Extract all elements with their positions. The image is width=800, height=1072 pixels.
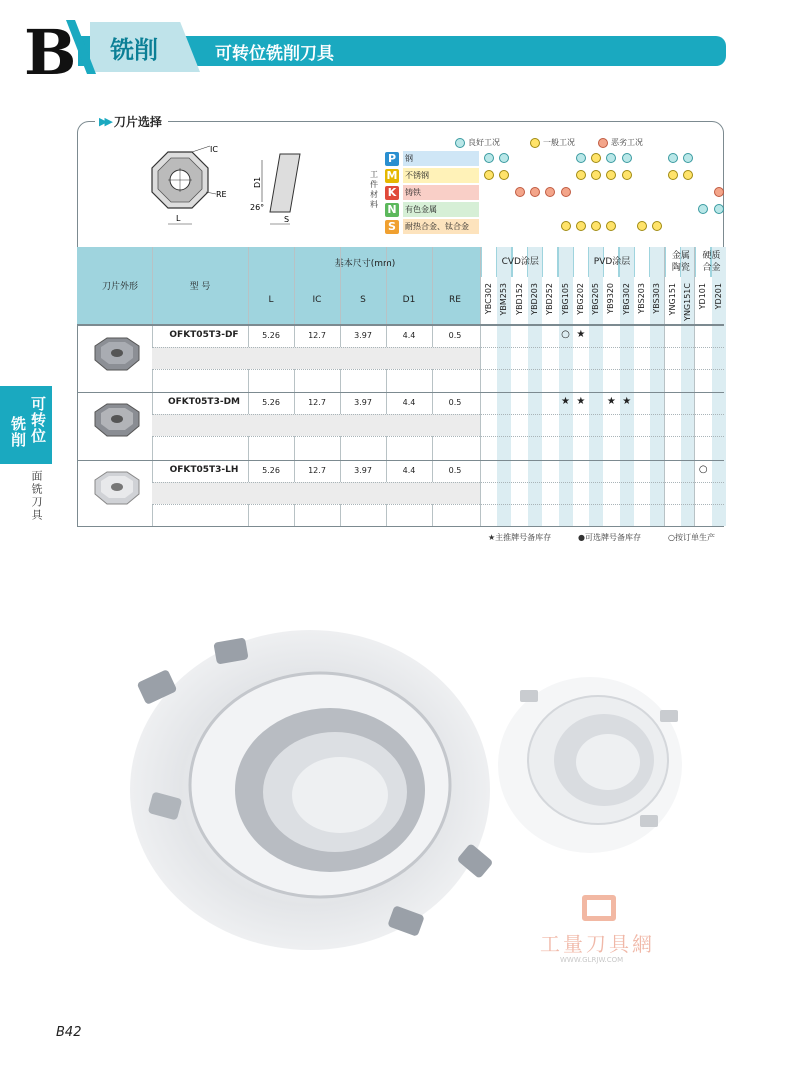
- bad-face-icon: [714, 187, 724, 197]
- grid-line: [694, 247, 695, 527]
- page-title: 可转位铣削刀具: [215, 44, 334, 64]
- section-label-text: 刀片选择: [113, 115, 162, 129]
- grade-label: YB9320: [606, 283, 616, 314]
- insert-image-dm: [85, 398, 145, 443]
- sub-row-line: [152, 504, 724, 505]
- dim-cell-re: 0.5: [448, 331, 462, 340]
- normal-face-icon: [484, 170, 494, 180]
- row-separator: [77, 392, 724, 393]
- material-name: 不锈钢: [403, 168, 479, 183]
- workpiece-row-n: [385, 201, 479, 218]
- legend-bad: [598, 137, 643, 148]
- grade-label: YD201: [713, 283, 723, 310]
- good-face-icon: [714, 204, 724, 214]
- legend-normal-text: 一般工况: [543, 138, 575, 147]
- dim-cell-l: 5.26: [262, 331, 280, 340]
- normal-face-icon: [576, 221, 586, 231]
- grade-label: YBG302: [621, 283, 631, 315]
- dim-cell-l: 5.26: [262, 466, 280, 475]
- material-badge-k: K: [385, 186, 399, 200]
- normal-face-icon: [561, 221, 571, 231]
- grade-label: YBD203: [529, 283, 539, 315]
- dim-cell-d1: 4.4: [402, 331, 416, 340]
- workpiece-row-k: [385, 184, 479, 201]
- dim-cell-ic: 12.7: [308, 466, 326, 475]
- workpiece-material-label: 工件材料: [370, 170, 378, 209]
- grade-column: [650, 247, 664, 526]
- model-cell: OFKT05T3-DM: [168, 397, 240, 407]
- legend-good-text: 良好工况: [468, 138, 500, 147]
- good-face-icon: [455, 138, 465, 148]
- material-name: 钢: [403, 151, 479, 166]
- grade-label: YNG151: [667, 283, 677, 316]
- grade-label: YBM253: [499, 283, 509, 316]
- star-mark: ★: [561, 396, 570, 407]
- col-ic: IC: [312, 295, 322, 305]
- sub-row-line: [152, 414, 724, 415]
- watermark-url: WWW.GLRJW.COM: [560, 956, 624, 964]
- dim-cell-s: 3.97: [354, 466, 372, 475]
- dim-cell-re: 0.5: [448, 398, 462, 407]
- d1-label: D1: [253, 176, 262, 188]
- dim-cell-s: 3.97: [354, 398, 372, 407]
- row-separator: [77, 460, 724, 461]
- material-badge-m: M: [386, 169, 398, 182]
- header-bottom: [77, 324, 724, 325]
- insert-image-lh: [85, 466, 145, 511]
- insert-side-view: [270, 154, 300, 212]
- grade-group-0: CVD涂层: [501, 257, 539, 267]
- grade-column: [589, 247, 603, 526]
- dim-cell-d1: 4.4: [402, 466, 416, 475]
- s-label: S: [284, 215, 290, 224]
- grade-column: [712, 247, 726, 526]
- grade-column: [666, 247, 680, 526]
- material-name: 耐热合金、钛合金: [403, 219, 479, 234]
- grade-label: YBD152: [514, 283, 524, 315]
- grade-label: YBS303: [652, 283, 662, 314]
- grid-line: [664, 247, 665, 527]
- grade-column: [559, 247, 573, 526]
- model-cell: OFKT05T3-DF: [169, 330, 239, 340]
- grade-column: [482, 247, 496, 526]
- dim-cell-s: 3.97: [354, 331, 372, 340]
- model-cell: OFKT05T3-LH: [169, 465, 239, 475]
- double-arrow-icon: ▶▶: [99, 115, 110, 128]
- normal-face-icon: [668, 170, 678, 180]
- table-bottom: [77, 526, 724, 527]
- good-face-icon: [668, 153, 678, 163]
- dim-cell-ic: 12.7: [308, 398, 326, 407]
- chapter-title: 铣削: [110, 36, 158, 64]
- dim-cell-d1: 4.4: [402, 398, 416, 407]
- grade-column: [696, 247, 710, 526]
- bad-face-icon: [530, 187, 540, 197]
- col-d1: D1: [402, 295, 416, 305]
- dim-cell-re: 0.5: [448, 466, 462, 475]
- ic-leader: [192, 146, 210, 152]
- grade-group-2: 金属 陶瓷: [671, 251, 690, 273]
- grade-label: YBG105: [560, 283, 570, 315]
- good-face-icon: [576, 153, 586, 163]
- grade-column: [574, 247, 588, 526]
- small-cutter-center: [576, 734, 640, 790]
- material-badge-n: N: [385, 203, 399, 217]
- normal-face-icon: [576, 170, 586, 180]
- grade-label: YBS203: [637, 283, 646, 314]
- grade-column: [620, 247, 634, 526]
- dim-cell-l: 5.26: [262, 398, 280, 407]
- side-tab-label-1: 铣削: [9, 416, 27, 448]
- grade-column: [513, 247, 527, 526]
- re-label: RE: [216, 190, 227, 199]
- small-cutter-insert-3: [640, 815, 658, 827]
- grade-label: YNG151C: [682, 283, 692, 321]
- grid-line: [480, 247, 481, 527]
- col-basic: 基本尺寸(mm): [334, 259, 396, 269]
- circle-mark: ○: [698, 464, 708, 475]
- star-mark: ★: [622, 396, 632, 407]
- workpiece-row-s: [385, 218, 479, 235]
- watermark-text: 工量刀具網: [540, 932, 655, 956]
- section-label: [95, 113, 168, 130]
- col-model: 型 号: [189, 282, 211, 292]
- bad-face-icon: [598, 138, 608, 148]
- sub-row-line: [152, 369, 724, 370]
- normal-face-icon: [637, 221, 647, 231]
- workpiece-row-p: [385, 150, 479, 167]
- side-subtitle: 面铣刀具: [30, 470, 43, 522]
- bad-face-icon: [515, 187, 525, 197]
- legend-normal: [530, 137, 575, 148]
- side-tab[interactable]: [0, 386, 52, 464]
- col-shape: 刀片外形: [101, 282, 138, 292]
- small-cutter-insert-2: [660, 710, 678, 722]
- normal-face-icon: [622, 170, 632, 180]
- grade-column: [681, 247, 695, 526]
- ic-label: IC: [210, 145, 218, 154]
- bad-face-icon: [561, 187, 571, 197]
- material-name: 铸铁: [403, 185, 479, 200]
- insert-diagram: [140, 140, 320, 235]
- small-cutter-insert-1: [520, 690, 538, 702]
- footnote-main: ★主推牌号备库存: [488, 533, 552, 542]
- circle-mark: ○: [561, 329, 570, 340]
- material-name: 有色金属: [403, 202, 479, 217]
- star-mark: ★: [606, 396, 616, 407]
- sub-row-line: [152, 347, 724, 348]
- grade-group-3: 硬质 合金: [702, 251, 721, 273]
- grade-label: YBG202: [575, 283, 585, 315]
- material-badge-p: P: [385, 152, 399, 166]
- footnote-optional: ●可选牌号备库存: [578, 533, 641, 542]
- grade-column: [528, 247, 542, 526]
- grade-label: YBD252: [545, 283, 555, 315]
- angle-label: 26°: [250, 203, 265, 212]
- grade-column: [543, 247, 557, 526]
- normal-face-icon: [530, 138, 540, 148]
- normal-face-icon: [683, 170, 693, 180]
- col-s: S: [360, 295, 366, 305]
- row-separator: [77, 325, 724, 326]
- workpiece-row-m: [385, 167, 479, 184]
- milling-cutter-photo: [120, 620, 700, 980]
- star-mark: ★: [576, 329, 586, 340]
- good-face-icon: [683, 153, 693, 163]
- page-number: B42: [56, 1025, 82, 1040]
- large-cutter-center: [292, 757, 388, 833]
- grade-label: YD101: [698, 283, 708, 310]
- legend-bad-text: 恶劣工况: [611, 138, 643, 147]
- grade-column: [497, 247, 511, 526]
- grade-column: [604, 247, 618, 526]
- grade-group-1: PVD涂层: [593, 257, 631, 267]
- legend-good: [455, 137, 500, 148]
- good-face-icon: [622, 153, 632, 163]
- side-tab-label-2: 可转位: [29, 396, 47, 444]
- sub-row-line: [152, 482, 724, 483]
- sub-row-line: [152, 436, 724, 437]
- col-re: RE: [449, 295, 461, 305]
- grade-column: [635, 247, 649, 526]
- l-label: L: [176, 214, 181, 223]
- watermark-logo: [582, 895, 616, 921]
- star-mark: ★: [576, 396, 586, 407]
- grade-label: YBC302: [484, 283, 493, 315]
- dim-cell-ic: 12.7: [308, 331, 326, 340]
- insert-image-df: [85, 332, 145, 377]
- row-shade: [152, 414, 480, 436]
- footnote-order: ○按订单生产: [668, 533, 715, 542]
- row-shade: [152, 482, 480, 504]
- good-face-icon: [484, 153, 494, 163]
- section-letter: B: [24, 16, 77, 89]
- row-shade: [152, 347, 480, 369]
- grade-label: YBG205: [591, 283, 601, 315]
- material-badge-s: S: [385, 220, 399, 234]
- col-l: L: [268, 295, 274, 305]
